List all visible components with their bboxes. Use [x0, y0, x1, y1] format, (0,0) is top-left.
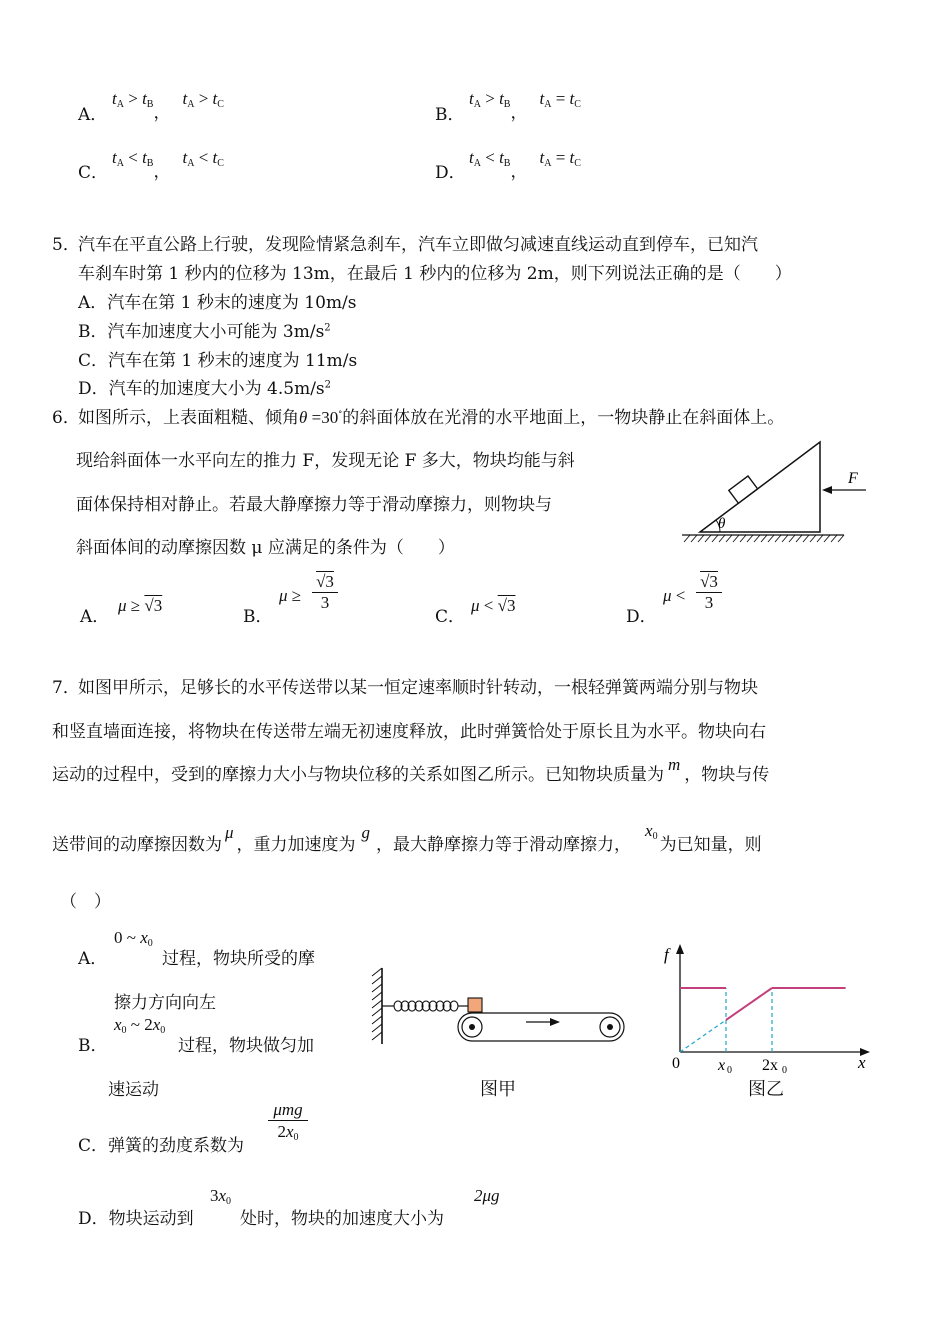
q5-option-c[interactable]: C．汽车在第 1 秒末的速度为 11m/s [78, 351, 358, 371]
block [468, 998, 482, 1012]
left-pulley-axle [469, 1024, 475, 1030]
q6-option-b-math: μ ≥ [279, 586, 302, 605]
wall-hatching [372, 968, 382, 1040]
q7-option-c[interactable]: C．弹簧的劲度系数为 [78, 1136, 245, 1156]
q6-stem-line2: 现给斜面体一水平向左的推力 F，发现无论 F 多大，物块均能与斜 [76, 451, 575, 471]
q6-stem-line1: 如图所示，上表面粗糙、倾角θ =30°的斜面体放在光滑的水平地面上，一物块静止在斜面体上。 [78, 408, 785, 428]
conveyor-figure [370, 964, 632, 1050]
y-axis-arrow [676, 944, 684, 954]
origin-label: 0 [672, 1055, 680, 1072]
q7-stem-line1: 如图甲所示，足够长的水平传送带以某一恒定速率顺时针转动，一根轻弹簧两端分别与物块 [78, 678, 758, 698]
q5-stem-line1: 汽车在平直公路上行驶，发现险情紧急刹车，汽车立即做匀减速直线运动直到停车，已知汽 [78, 235, 758, 255]
q7-option-c-fraction: μmg $2x_0$ [268, 1100, 308, 1149]
q6-option-b-fraction: √3 3 [312, 572, 338, 613]
q7-number: 7． [52, 678, 80, 698]
tick-x0-sub: 0 [727, 1065, 732, 1074]
theta-label: θ [718, 516, 726, 532]
q7-stem-line4: 送带间的动摩擦因数为μ，重力加速度为g，最大静摩擦力等于滑动摩擦力，$x_0$ 为已知量，则 [52, 821, 762, 855]
y-axis-label: f [664, 945, 669, 964]
q6-stem-line3: 面体保持相对静止。若最大静摩擦力等于滑动摩擦力，则物块与 [76, 495, 552, 515]
q7-option-b-math: $x_0$ ~ $2x_0$ [114, 1015, 166, 1036]
q7-option-b-text1: 过程，物块做匀加 [178, 1036, 314, 1056]
q6-option-c[interactable]: C． [435, 607, 466, 627]
friction-segment-x0-2x0 [726, 988, 772, 1020]
q7-option-b-text2: 速运动 [108, 1080, 159, 1100]
q7-stem-line2: 和竖直墙面连接，将物块在传送带左端无初速度释放，此时弹簧恰处于原长且为水平。物块向右 [52, 722, 766, 742]
right-pulley-axle [607, 1024, 613, 1030]
q7-stem-line3: 运动的过程中，受到的摩擦力大小与物块位移的关系如图乙所示。已知物块质量为m，物块与传 [52, 755, 770, 785]
q6-option-a[interactable]: A． [80, 607, 110, 627]
tick-x0: x [718, 1057, 726, 1074]
q4-option-a-math: $t_A > t_B$，$t_A > t_C$ [112, 89, 224, 122]
q6-option-d-fraction: √3 3 [696, 572, 722, 613]
q5-stem-line2: 车刹车时第 1 秒内的位移为 13m，在最后 1 秒内的位移为 2m，则下列说法正确的是（ ） [78, 264, 792, 284]
q6-option-d[interactable]: D． [626, 607, 657, 627]
q4-option-d-math: $t_A < t_B$，$t_A = t_C$ [469, 148, 581, 181]
q6-stem-line4: 斜面体间的动摩擦因数 μ 应满足的条件为（ ） [76, 538, 455, 558]
force-arrowhead [822, 486, 832, 494]
incline-figure [676, 436, 876, 548]
block-on-incline [729, 476, 758, 503]
belt-direction-arrowhead [550, 1018, 560, 1026]
tick-2x0-sub: 0 [782, 1065, 787, 1074]
graph-series [680, 988, 846, 1052]
figure-jia-caption: 图甲 [480, 1079, 516, 1099]
q7-option-d-value: 2μg [474, 1186, 500, 1205]
q4-option-d[interactable]: D． [435, 163, 466, 183]
q6-option-a-math: μ ≥ √3 [118, 596, 163, 615]
q7-option-a-math: 0 ~ $x_0$ [114, 928, 153, 949]
q7-option-d-text2: 处时，物块的加速度大小为 [240, 1209, 444, 1229]
q6-number: 6． [52, 408, 80, 428]
q4-option-c-math: $t_A < t_B$，$t_A < t_C$ [112, 148, 224, 181]
force-label: F [848, 470, 858, 487]
q6-option-c-math: μ < √3 [471, 596, 516, 615]
figure-yi-caption: 图乙 [748, 1079, 784, 1099]
guide-diagonal-dashed [680, 1020, 726, 1052]
q6-option-b[interactable]: B． [243, 607, 273, 627]
ground-hatching [684, 535, 844, 542]
q4-option-a[interactable]: A． [78, 105, 108, 125]
q7-option-d-math-3x0: $3x_0$ [210, 1186, 232, 1207]
q7-option-d[interactable]: D．物块运动到 [78, 1209, 194, 1229]
q5-option-a[interactable]: A．汽车在第 1 秒末的速度为 10m/s [78, 293, 357, 313]
q7-answer-paren: （ ） [60, 892, 111, 912]
tick-2x0: 2x [762, 1057, 778, 1074]
q6-option-d-math: μ < [663, 586, 686, 605]
x-axis-label: x [858, 1053, 866, 1072]
q7-option-b[interactable]: B． [78, 1036, 108, 1056]
q5-option-d[interactable]: D．汽车的加速度大小为 $4.5m/s^2$ [78, 379, 332, 399]
friction-graph [658, 940, 874, 1074]
q4-option-b-math: $t_A > t_B$，$t_A = t_C$ [469, 89, 581, 122]
q5-option-b[interactable]: B．汽车加速度大小可能为 $3m/s^2$ [78, 322, 331, 342]
q5-number: 5． [52, 235, 80, 255]
q7-option-a-text2: 擦力方向向左 [114, 993, 216, 1013]
q7-option-a[interactable]: A． [78, 949, 108, 969]
q7-option-a-text1: 过程，物块所受的摩 [162, 949, 315, 969]
q4-option-b[interactable]: B． [435, 105, 465, 125]
q4-option-c[interactable]: C． [78, 163, 109, 183]
spring-coils [394, 1001, 458, 1011]
